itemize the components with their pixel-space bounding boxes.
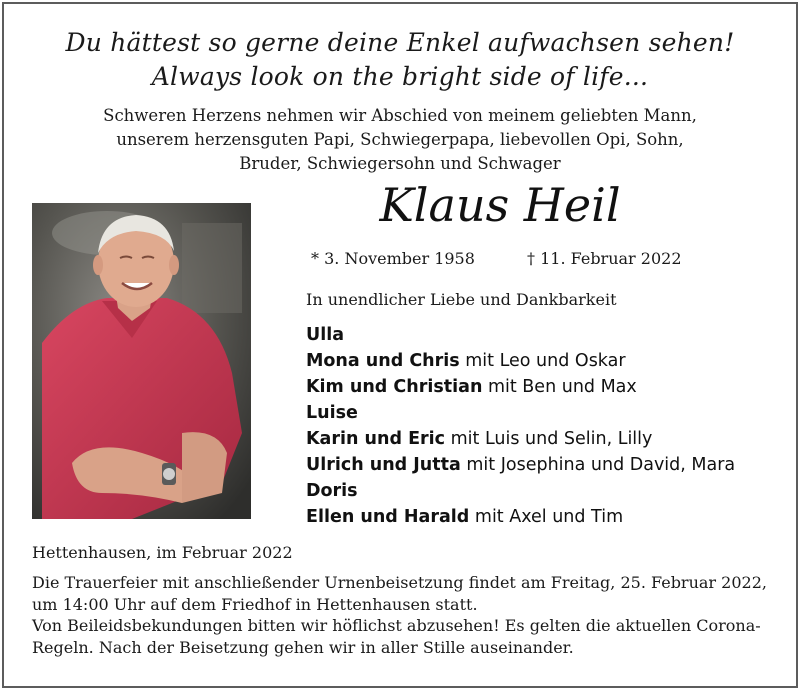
family-row	[306, 426, 786, 452]
portrait-photo	[32, 203, 251, 519]
intro-text	[0, 104, 800, 176]
notice-line-4: Regeln. Nach der Beisetzung gehen wir in aller Stille auseinander.	[32, 637, 574, 657]
funeral-notice	[32, 572, 772, 658]
family-row	[306, 348, 786, 374]
family-names: Kim und Christian	[306, 377, 483, 397]
intro-line-1: Schweren Herzens nehmen wir Abschied von meinem geliebten Mann,	[103, 106, 697, 125]
death-date: † 11. Februar 2022	[527, 249, 682, 268]
deceased-name: Klaus Heil	[379, 178, 621, 232]
birth-date: * 3. November 1958	[311, 249, 475, 268]
family-children: mit Leo und Oskar	[459, 351, 626, 371]
family-list	[306, 322, 786, 530]
family-names: Ulrich und Jutta	[306, 455, 461, 475]
notice-line-1: Die Trauerfeier mit anschließender Urnenbeisetzung findet am Freitag, 25. Februar 2022,	[32, 573, 767, 592]
family-names: Luise	[306, 403, 358, 423]
family-row	[306, 400, 786, 426]
family-row	[306, 478, 786, 504]
motto-line-1: Du hättest so gerne deine Enkel aufwachsen sehen!	[65, 28, 735, 57]
notice-line-3: Von Beileidsbekundungen bitten wir höflichst abzusehen! Es gelten die aktuellen Corona-	[32, 616, 761, 635]
motto-line-2: Always look on the bright side of life...	[151, 62, 649, 91]
family-children: mit Ben und Max	[482, 377, 637, 397]
family-children: mit Axel und Tim	[469, 507, 624, 527]
family-names: Mona und Chris	[306, 351, 460, 371]
family-children: mit Josephina und David, Mara	[460, 455, 736, 475]
family-names: Karin und Eric	[306, 429, 446, 449]
family-row	[306, 504, 786, 530]
notice-line-2: um 14:00 Uhr auf dem Friedhof in Hettenhausen statt.	[32, 594, 478, 614]
family-row	[306, 452, 786, 478]
dedication-text: In unendlicher Liebe und Dankbarkeit	[306, 290, 617, 309]
family-children: mit Luis und Selin, Lilly	[445, 429, 653, 449]
family-names: Ellen und Harald	[306, 507, 470, 527]
family-names: Doris	[306, 481, 358, 501]
family-row	[306, 374, 786, 400]
family-row	[306, 322, 786, 348]
family-names: Ulla	[306, 325, 345, 345]
intro-line-2: unserem herzensguten Papi, Schwiegerpapa, liebevollen Opi, Sohn,	[116, 130, 684, 149]
intro-line-3: Bruder, Schwiegersohn und Schwager	[239, 154, 561, 173]
place-date: Hettenhausen, im Februar 2022	[32, 543, 293, 562]
